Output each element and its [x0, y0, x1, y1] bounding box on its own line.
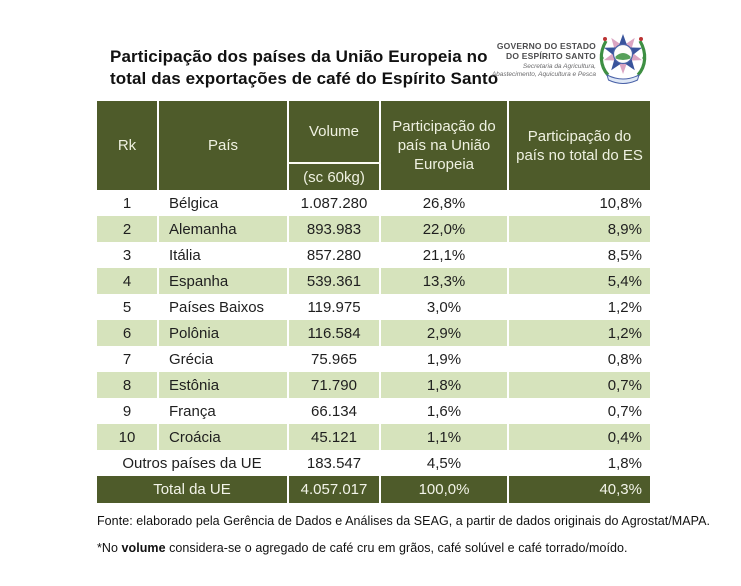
rank-cell: 7 [97, 346, 158, 372]
volume-note-prefix: *No [97, 541, 122, 555]
share-es-cell: 0,7% [508, 372, 650, 398]
exports-table [97, 101, 650, 503]
share-eu-cell: 3,0% [380, 294, 508, 320]
government-logo-text [492, 42, 596, 78]
volume-cell: 71.790 [288, 372, 380, 398]
table-row [97, 372, 650, 398]
page-title [110, 46, 498, 90]
volume-cell: 893.983 [288, 216, 380, 242]
source-note: Fonte: elaborado pela Gerência de Dados e Análises da SEAG, a partir de dados originais do Agrostat/MAPA. [97, 514, 711, 528]
share-es-cell: 8,5% [508, 242, 650, 268]
rank-cell: 10 [97, 424, 158, 450]
volume-cell: 66.134 [288, 398, 380, 424]
share-es-cell: 1,8% [508, 450, 650, 476]
table-row [97, 398, 650, 424]
volume-note-bold: volume [121, 541, 166, 555]
country-cell: Polônia [158, 320, 288, 346]
logo-gov-line1: GOVERNO DO ESTADO [496, 41, 596, 51]
share-es-cell: 5,4% [508, 268, 650, 294]
share-es-cell: 0,8% [508, 346, 650, 372]
country-cell: Países Baixos [158, 294, 288, 320]
country-cell: Outros países da UE [97, 450, 288, 476]
rank-cell: 8 [97, 372, 158, 398]
volume-note [97, 541, 628, 555]
country-cell: Itália [158, 242, 288, 268]
rank-cell: 3 [97, 242, 158, 268]
page-title-line1: Participação dos países da União Europeia no [110, 47, 488, 66]
header-volume-unit: (sc 60kg) [288, 163, 380, 190]
total-label-cell: Total da UE [97, 476, 288, 503]
share-eu-cell: 1,8% [380, 372, 508, 398]
country-cell: Estônia [158, 372, 288, 398]
volume-cell: 1.087.280 [288, 190, 380, 216]
share-eu-cell: 4,5% [380, 450, 508, 476]
logo-secretaria-line2: Abastecimento, Aquicultura e Pesca [491, 71, 596, 78]
share-es-cell: 0,7% [508, 398, 650, 424]
header-share-es: Participação do país no total do ES [508, 101, 650, 190]
table-row [97, 190, 650, 216]
rank-cell: 1 [97, 190, 158, 216]
header-volume: Volume [288, 101, 380, 163]
logo-gov-line2: DO ESPÍRITO SANTO [506, 50, 596, 61]
volume-note-suffix: considera-se o agregado de café cru em grãos, café solúvel e café torrado/moído. [165, 541, 628, 555]
rank-cell: 9 [97, 398, 158, 424]
country-cell: Bélgica [158, 190, 288, 216]
country-cell: Croácia [158, 424, 288, 450]
volume-cell: 183.547 [288, 450, 380, 476]
share-es-cell: 10,8% [508, 190, 650, 216]
page-title-line2: total das exportações de café do Espírito Santo [110, 69, 499, 88]
country-cell: Espanha [158, 268, 288, 294]
share-eu-cell: 22,0% [380, 216, 508, 242]
share-es-cell: 1,2% [508, 320, 650, 346]
volume-cell: 45.121 [288, 424, 380, 450]
volume-cell: 119.975 [288, 294, 380, 320]
volume-cell: 857.280 [288, 242, 380, 268]
country-cell: Alemanha [158, 216, 288, 242]
country-cell: Grécia [158, 346, 288, 372]
volume-cell: 116.584 [288, 320, 380, 346]
table-row [97, 320, 650, 346]
share-es-cell: 0,4% [508, 424, 650, 450]
table-row [97, 424, 650, 450]
share-eu-cell: 13,3% [380, 268, 508, 294]
share-eu-cell: 2,9% [380, 320, 508, 346]
total-volume-cell: 4.057.017 [288, 476, 380, 503]
rank-cell: 4 [97, 268, 158, 294]
country-cell: França [158, 398, 288, 424]
total-share-eu-cell: 100,0% [380, 476, 508, 503]
table-row [97, 242, 650, 268]
share-eu-cell: 26,8% [380, 190, 508, 216]
logo-secretaria-line1: Secretaria da Agricultura, [522, 62, 596, 70]
table-row [97, 216, 650, 242]
rank-cell: 2 [97, 216, 158, 242]
table-row-total [97, 476, 650, 503]
rank-cell: 6 [97, 320, 158, 346]
table-row [97, 294, 650, 320]
rank-cell: 5 [97, 294, 158, 320]
state-coat-of-arms-icon [597, 28, 649, 84]
table-row-others [97, 450, 650, 476]
share-eu-cell: 1,1% [380, 424, 508, 450]
share-eu-cell: 1,9% [380, 346, 508, 372]
table-row [97, 268, 650, 294]
volume-cell: 75.965 [288, 346, 380, 372]
share-eu-cell: 21,1% [380, 242, 508, 268]
table-row [97, 346, 650, 372]
share-eu-cell: 1,6% [380, 398, 508, 424]
header-share-eu: Participação do país na União Europeia [380, 101, 508, 190]
share-es-cell: 1,2% [508, 294, 650, 320]
volume-cell: 539.361 [288, 268, 380, 294]
share-es-cell: 8,9% [508, 216, 650, 242]
header-rank: Rk [97, 101, 158, 190]
total-share-es-cell: 40,3% [508, 476, 650, 503]
header-country: País [158, 101, 288, 190]
